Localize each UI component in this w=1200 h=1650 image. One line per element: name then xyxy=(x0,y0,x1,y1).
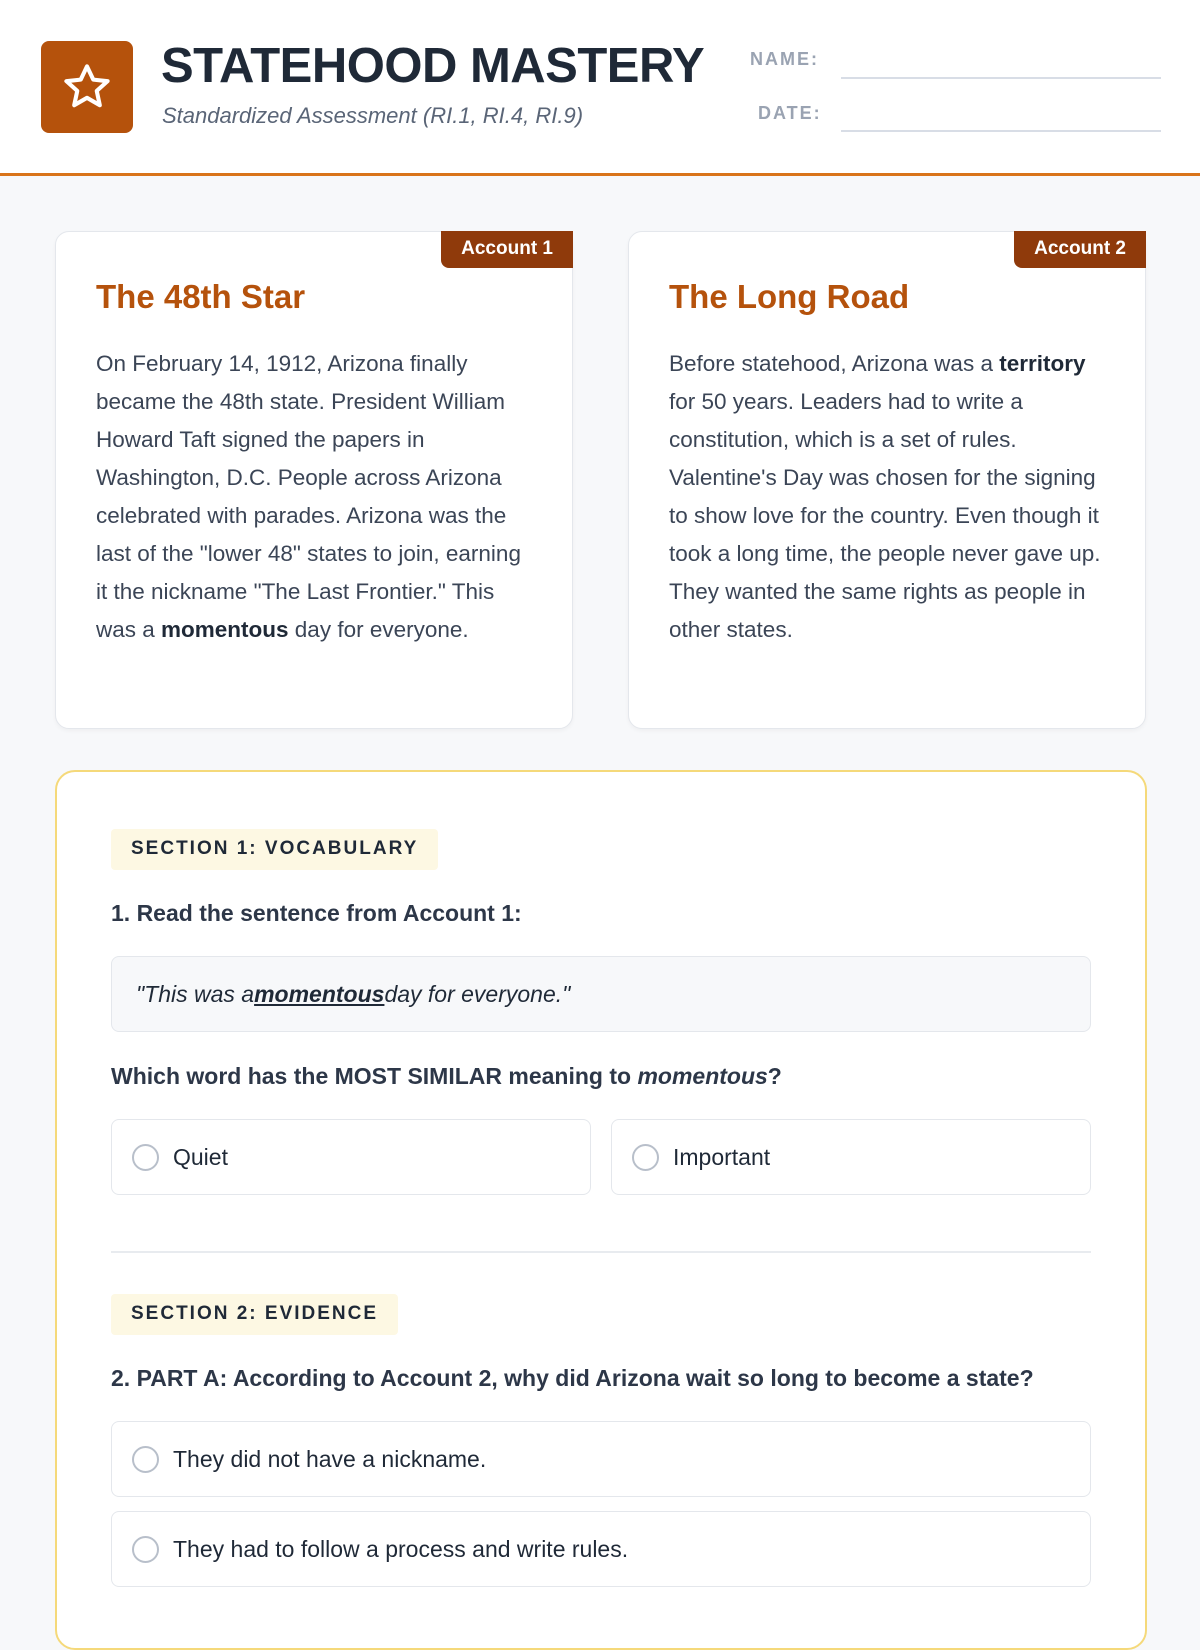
option-follow-process[interactable] xyxy=(111,1511,1091,1587)
vocab-word: momentous xyxy=(161,617,289,642)
name-label: NAME: xyxy=(750,49,819,69)
account-text: On February 14, 1912, Arizona finally became the 48th state. President William Howard Taft signed the papers in Washington, D.C. People across Arizona celebrated with parades. Arizona was the last of the "lower 48" states to join, earning it the nickname "The Last Frontier." This was a momentous day for everyone. xyxy=(96,351,521,642)
option-label: They had to follow a process and write rules. xyxy=(173,1535,629,1562)
section-tag: SECTION 1: VOCABULARY xyxy=(111,829,438,870)
radio-button[interactable] xyxy=(132,1446,159,1473)
option-label: Important xyxy=(673,1143,771,1170)
option-label: They did not have a nickname. xyxy=(173,1445,487,1472)
page-header xyxy=(0,0,1200,176)
option-quiet[interactable] xyxy=(111,1119,591,1195)
logo xyxy=(41,41,133,133)
option-label: Quiet xyxy=(173,1143,228,1170)
name-field[interactable] xyxy=(841,77,1161,79)
questions-panel xyxy=(55,770,1147,1650)
account-card-2 xyxy=(628,231,1146,729)
date-label: DATE: xyxy=(758,103,822,123)
account-title: The Long Road xyxy=(669,278,910,315)
question-2: 2. PART A: According to Account 2, why did Arizona wait so long to become a state? xyxy=(111,1365,1034,1391)
question-1-prompt: Which word has the MOST SIMILAR meaning to momentous? xyxy=(111,1063,782,1089)
option-no-nickname[interactable] xyxy=(111,1421,1091,1497)
account-text: Before statehood, Arizona was a territory for 50 years. Leaders had to write a constitution, which is a set of rules. Valentine's Day was chosen for the signing to show love for the country. Even though it took a long time, the people never gave up. They wanted the same rights as people in other states. xyxy=(669,351,1101,642)
star-icon xyxy=(61,61,113,113)
quote-box: "This was a momentous day for everyone." xyxy=(111,956,1091,1032)
radio-button[interactable] xyxy=(132,1144,159,1171)
page-title: STATEHOOD MASTERY xyxy=(161,39,705,93)
account-badge: Account 2 xyxy=(1014,231,1146,268)
quote-word: momentous xyxy=(254,980,385,1007)
account-card-1 xyxy=(55,231,573,729)
date-field[interactable] xyxy=(841,130,1161,132)
divider xyxy=(111,1251,1091,1253)
option-important[interactable] xyxy=(611,1119,1091,1195)
account-badge: Account 1 xyxy=(441,231,573,268)
radio-button[interactable] xyxy=(132,1536,159,1563)
question-1: 1. Read the sentence from Account 1: xyxy=(111,900,522,926)
vocab-word: territory xyxy=(999,351,1086,376)
page-subtitle: Standardized Assessment (RI.1, RI.4, RI.9) xyxy=(162,103,584,128)
radio-button[interactable] xyxy=(632,1144,659,1171)
account-title: The 48th Star xyxy=(96,278,306,315)
section-tag: SECTION 2: EVIDENCE xyxy=(111,1294,398,1335)
